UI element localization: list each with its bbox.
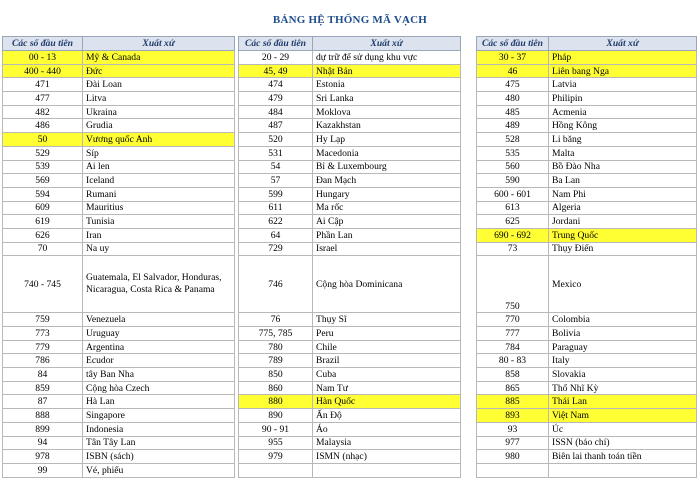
country-cell: Ai Cập (313, 215, 461, 229)
table-row (477, 92, 697, 106)
table-row (477, 368, 697, 382)
code-cell: 865 (477, 381, 549, 395)
table-row (3, 409, 235, 423)
code-cell: 600 - 601 (477, 187, 549, 201)
country-cell: Kazakhstan (313, 119, 461, 133)
country-cell: Argentina (83, 340, 235, 354)
header-country: Xuất xứ (549, 37, 697, 51)
country-cell: Mỹ & Canada (83, 51, 235, 65)
code-cell: 94 (3, 436, 83, 450)
code-cell: 539 (3, 160, 83, 174)
table-row (239, 327, 461, 341)
barcode-table-1 (2, 36, 235, 478)
country-cell: Mexico (549, 256, 697, 313)
country-cell: ISMN (nhạc) (313, 450, 461, 464)
code-cell: 979 (239, 450, 313, 464)
code-cell: 87 (3, 395, 83, 409)
country-cell: Thái Lan (549, 395, 697, 409)
table-row (3, 119, 235, 133)
table-row (3, 395, 235, 409)
country-cell: Moklova (313, 105, 461, 119)
code-cell: 50 (3, 133, 83, 147)
code-cell: 619 (3, 215, 83, 229)
country-cell: Macedonia (313, 146, 461, 160)
code-cell: 93 (477, 422, 549, 436)
table-row (3, 327, 235, 341)
country-cell: Đan Mạch (313, 174, 461, 188)
table-row (477, 354, 697, 368)
code-cell: 789 (239, 354, 313, 368)
code-cell: 977 (477, 436, 549, 450)
table-row (239, 463, 461, 477)
table-row (239, 313, 461, 327)
country-cell: Rumani (83, 187, 235, 201)
table-row (477, 409, 697, 423)
table-row (477, 133, 697, 147)
table-row (477, 313, 697, 327)
country-cell: Liên bang Nga (549, 64, 697, 78)
table-row (477, 436, 697, 450)
code-cell: 528 (477, 133, 549, 147)
country-cell: Iceland (83, 174, 235, 188)
country-cell: Acmenia (549, 105, 697, 119)
country-cell: Bồ Đào Nha (549, 160, 697, 174)
table-row (3, 228, 235, 242)
country-cell: Litva (83, 92, 235, 106)
table-row (239, 92, 461, 106)
country-cell: Guatemala, El Salvador, Honduras, Nicaragua, Costa Rica & Panama (83, 256, 235, 313)
country-cell: Síp (83, 146, 235, 160)
country-cell: Uruguay (83, 327, 235, 341)
country-cell: Indonesia (83, 422, 235, 436)
table-row (3, 368, 235, 382)
table-row (239, 201, 461, 215)
code-cell: 599 (239, 187, 313, 201)
country-cell: Áo (313, 422, 461, 436)
table-row (239, 368, 461, 382)
code-cell: 980 (477, 450, 549, 464)
table-row (3, 381, 235, 395)
code-cell: 890 (239, 409, 313, 423)
table-row (477, 146, 697, 160)
header-country: Xuất xứ (83, 37, 235, 51)
country-cell: Đài Loan (83, 78, 235, 92)
country-cell: Thụy Điển (549, 242, 697, 256)
country-cell: Mauritius (83, 201, 235, 215)
code-cell: 531 (239, 146, 313, 160)
table-row (239, 187, 461, 201)
table-row (477, 201, 697, 215)
table-row (239, 228, 461, 242)
code-cell: 520 (239, 133, 313, 147)
country-cell: Jordani (549, 215, 697, 229)
table-row (239, 422, 461, 436)
country-cell: tây Ban Nha (83, 368, 235, 382)
code-cell: 475 (477, 78, 549, 92)
table-row (3, 450, 235, 464)
country-cell: Grudia (83, 119, 235, 133)
country-cell: Thổ Nhĩ Kỳ (549, 381, 697, 395)
country-cell: Bỉ & Luxembourg (313, 160, 461, 174)
table-row (477, 187, 697, 201)
code-cell: 20 - 29 (239, 51, 313, 65)
country-cell: Thụy Sĩ (313, 313, 461, 327)
country-cell: Cộng hòa Czech (83, 381, 235, 395)
code-cell: 70 (3, 242, 83, 256)
country-cell: Nhật Bản (313, 64, 461, 78)
table-row (3, 201, 235, 215)
table-row (477, 174, 697, 188)
table-row (239, 450, 461, 464)
table-row (239, 133, 461, 147)
code-cell: 850 (239, 368, 313, 382)
table-row (3, 242, 235, 256)
country-cell: ISBN (sách) (83, 450, 235, 464)
country-cell: Israel (313, 242, 461, 256)
table-row (3, 340, 235, 354)
barcode-table-2 (238, 36, 461, 478)
country-cell: Venezuela (83, 313, 235, 327)
code-cell: 30 - 37 (477, 51, 549, 65)
country-cell: Phần Lan (313, 228, 461, 242)
country-cell: Vé, phiếu (83, 463, 235, 477)
country-cell: Ukraina (83, 105, 235, 119)
code-cell: 746 (239, 256, 313, 313)
code-cell: 613 (477, 201, 549, 215)
table-row (477, 327, 697, 341)
table-row (477, 450, 697, 464)
code-cell: 893 (477, 409, 549, 423)
table-row (239, 174, 461, 188)
country-cell: Hàn Quốc (313, 395, 461, 409)
code-cell: 777 (477, 327, 549, 341)
code-cell: 779 (3, 340, 83, 354)
table-row (3, 422, 235, 436)
country-cell: Estonia (313, 78, 461, 92)
table-row (239, 381, 461, 395)
table-row (3, 354, 235, 368)
country-cell: Slovakia (549, 368, 697, 382)
country-cell: Úc (549, 422, 697, 436)
code-cell: 860 (239, 381, 313, 395)
table-row (3, 51, 235, 65)
code-cell: 729 (239, 242, 313, 256)
header-country: Xuất xứ (313, 37, 461, 51)
code-cell: 594 (3, 187, 83, 201)
table-row (239, 354, 461, 368)
country-cell: Malaysia (313, 436, 461, 450)
country-cell: Cộng hòa Dominicana (313, 256, 461, 313)
table-row (239, 51, 461, 65)
table-row (3, 92, 235, 106)
code-cell: 486 (3, 119, 83, 133)
table-row (3, 256, 235, 313)
barcode-table-3 (476, 36, 697, 478)
country-cell: Cuba (313, 368, 461, 382)
country-cell: Đức (83, 64, 235, 78)
code-cell: 487 (239, 119, 313, 133)
table-row (239, 215, 461, 229)
table-row (3, 146, 235, 160)
table-row (477, 340, 697, 354)
table-row (477, 256, 697, 313)
code-cell: 00 - 13 (3, 51, 83, 65)
table-row (477, 242, 697, 256)
code-cell: 400 - 440 (3, 64, 83, 78)
code-cell: 76 (239, 313, 313, 327)
country-cell: Ai len (83, 160, 235, 174)
table-row (477, 463, 697, 477)
country-cell: Ma rốc (313, 201, 461, 215)
code-cell: 474 (239, 78, 313, 92)
code-cell: 978 (3, 450, 83, 464)
code-cell: 750 (477, 256, 549, 313)
table-row (239, 409, 461, 423)
table-row (239, 160, 461, 174)
code-cell: 45, 49 (239, 64, 313, 78)
table-row (477, 215, 697, 229)
code-cell: 90 - 91 (239, 422, 313, 436)
country-cell: Peru (313, 327, 461, 341)
country-cell: Na uy (83, 242, 235, 256)
table-row (3, 313, 235, 327)
table-row (239, 78, 461, 92)
table-row (3, 64, 235, 78)
code-cell: 955 (239, 436, 313, 450)
header-code: Các số đầu tiên (239, 37, 313, 51)
code-cell: 84 (3, 368, 83, 382)
code-cell: 780 (239, 340, 313, 354)
code-cell: 46 (477, 64, 549, 78)
code-cell: 625 (477, 215, 549, 229)
table-row (3, 436, 235, 450)
code-cell: 775, 785 (239, 327, 313, 341)
code-cell: 622 (239, 215, 313, 229)
code-cell: 786 (3, 354, 83, 368)
country-cell: Malta (549, 146, 697, 160)
table-row (239, 119, 461, 133)
table-row (239, 242, 461, 256)
code-cell: 770 (477, 313, 549, 327)
country-cell: Tân Tây Lan (83, 436, 235, 450)
country-cell: Philipin (549, 92, 697, 106)
table-row (3, 215, 235, 229)
code-cell: 477 (3, 92, 83, 106)
country-cell: Ba Lan (549, 174, 697, 188)
code-cell: 759 (3, 313, 83, 327)
country-cell: Singapore (83, 409, 235, 423)
table-row (239, 256, 461, 313)
table-row (239, 146, 461, 160)
country-cell: Hồng Kông (549, 119, 697, 133)
code-cell: 479 (239, 92, 313, 106)
table-row (477, 381, 697, 395)
code-cell: 54 (239, 160, 313, 174)
code-cell: 885 (477, 395, 549, 409)
table-row (3, 187, 235, 201)
table-row (3, 463, 235, 477)
country-cell: dự trữ để sử dụng khu vực (313, 51, 461, 65)
table-row (477, 422, 697, 436)
table-row (239, 436, 461, 450)
table-row (3, 133, 235, 147)
country-cell: Chile (313, 340, 461, 354)
code-cell: 740 - 745 (3, 256, 83, 313)
code-cell: 609 (3, 201, 83, 215)
table-row (477, 395, 697, 409)
table-row (3, 105, 235, 119)
country-cell (549, 463, 697, 477)
code-cell: 80 - 83 (477, 354, 549, 368)
country-cell: Paraguay (549, 340, 697, 354)
country-cell: Li băng (549, 133, 697, 147)
code-cell: 626 (3, 228, 83, 242)
table-row (239, 340, 461, 354)
table-row (477, 78, 697, 92)
code-cell: 899 (3, 422, 83, 436)
code-cell (239, 463, 313, 477)
table-row (477, 228, 697, 242)
country-cell: Italy (549, 354, 697, 368)
code-cell: 64 (239, 228, 313, 242)
code-cell: 773 (3, 327, 83, 341)
code-cell: 888 (3, 409, 83, 423)
country-cell: Trung Quốc (549, 228, 697, 242)
code-cell: 489 (477, 119, 549, 133)
country-cell: Vương quốc Anh (83, 133, 235, 147)
header-code: Các số đầu tiên (477, 37, 549, 51)
page-title: BẢNG HỆ THỐNG MÃ VẠCH (272, 14, 428, 26)
header-code: Các số đầu tiên (3, 37, 83, 51)
code-cell: 73 (477, 242, 549, 256)
country-cell: Colombia (549, 313, 697, 327)
code-cell: 690 - 692 (477, 228, 549, 242)
table-row (477, 160, 697, 174)
table-row (3, 78, 235, 92)
code-cell: 485 (477, 105, 549, 119)
country-cell: Algeria (549, 201, 697, 215)
code-cell: 482 (3, 105, 83, 119)
country-cell: Ấn Độ (313, 409, 461, 423)
code-cell: 880 (239, 395, 313, 409)
table-row (239, 395, 461, 409)
country-cell: Hungary (313, 187, 461, 201)
code-cell: 480 (477, 92, 549, 106)
country-cell: Hà Lan (83, 395, 235, 409)
country-cell: Pháp (549, 51, 697, 65)
table-row (477, 51, 697, 65)
code-cell: 529 (3, 146, 83, 160)
table-row (477, 64, 697, 78)
table-row (3, 160, 235, 174)
code-cell: 535 (477, 146, 549, 160)
code-cell: 560 (477, 160, 549, 174)
country-cell: Sri Lanka (313, 92, 461, 106)
country-cell (313, 463, 461, 477)
table-row (239, 64, 461, 78)
code-cell: 590 (477, 174, 549, 188)
code-cell: 57 (239, 174, 313, 188)
table-row (477, 105, 697, 119)
country-cell: Nam Phi (549, 187, 697, 201)
country-cell: ISSN (báo chí) (549, 436, 697, 450)
code-cell: 99 (3, 463, 83, 477)
country-cell: Iran (83, 228, 235, 242)
country-cell: Hy Lạp (313, 133, 461, 147)
table-row (3, 174, 235, 188)
country-cell: Latvia (549, 78, 697, 92)
country-cell: Biên lai thanh toán tiền (549, 450, 697, 464)
code-cell (477, 463, 549, 477)
country-cell: Việt Nam (549, 409, 697, 423)
code-cell: 471 (3, 78, 83, 92)
code-cell: 569 (3, 174, 83, 188)
code-cell: 858 (477, 368, 549, 382)
code-cell: 484 (239, 105, 313, 119)
code-cell: 784 (477, 340, 549, 354)
country-cell: Tunisia (83, 215, 235, 229)
country-cell: Bolivia (549, 327, 697, 341)
country-cell: Brazil (313, 354, 461, 368)
country-cell: Nam Tư (313, 381, 461, 395)
code-cell: 859 (3, 381, 83, 395)
table-row (477, 119, 697, 133)
country-cell: Ecudor (83, 354, 235, 368)
table-row (239, 105, 461, 119)
code-cell: 611 (239, 201, 313, 215)
